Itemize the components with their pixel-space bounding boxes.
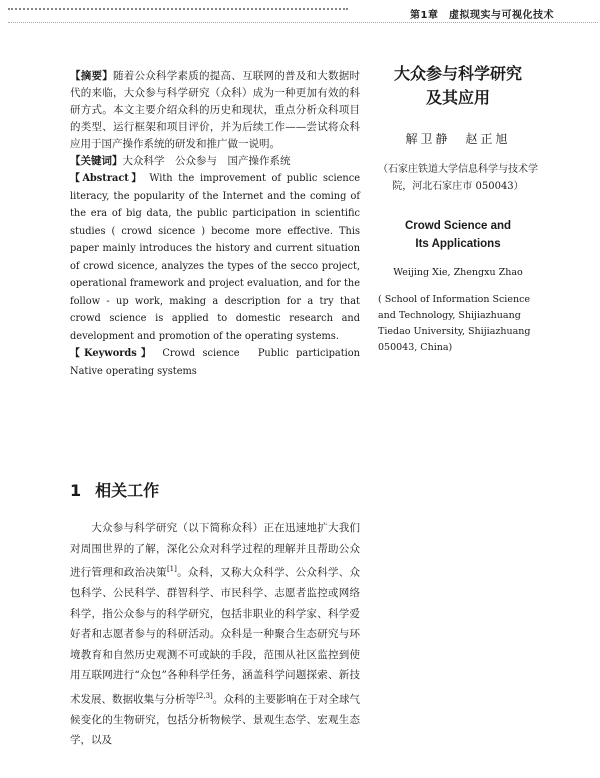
title-en-line2: Its Applications — [415, 238, 501, 250]
running-header: 第1章 虚拟现实与可视化技术 — [410, 10, 554, 21]
citation-2: [2,3] — [196, 691, 213, 700]
authors-en: Weijing Xie, Zhengxu Zhao — [393, 267, 523, 278]
title-cn-line1: 大众参与科学研究 — [393, 64, 522, 83]
authors-cn: 解卫静 赵正旭 — [405, 132, 511, 146]
section-title: 相关工作 — [95, 481, 160, 500]
keywords-en-label: 【Keywords】 — [70, 348, 156, 359]
section-heading — [70, 478, 159, 501]
affiliation-cn: （石家庄铁道大学信息科学与技术学院，河北石家庄市 050043） — [378, 164, 538, 192]
keywords-cn-label: 【关键词】 — [70, 155, 123, 167]
abstract-cn-label: 【摘要】 — [70, 70, 113, 82]
title-block — [378, 62, 538, 356]
title-cn-line2: 及其应用 — [425, 88, 490, 107]
scan-header-rule — [8, 22, 598, 27]
title-en — [378, 217, 538, 253]
title-en-line1: Crowd Science and — [404, 220, 512, 232]
body-part1: 大众参与科学研究（以下简称众科）正在迅速地扩大我们对周围世界的了解，深化公众对科学过程的理解并且帮助公众进行管理和政治决策 — [70, 522, 360, 579]
abstract-en — [70, 170, 360, 345]
keywords-en — [70, 345, 370, 380]
affiliation-en: ( School of Information Science and Technology, Shijiazhuang Tiedao University, Shijiazhuang 050043, China) — [378, 294, 531, 353]
keywords-cn — [70, 153, 360, 170]
keywords-en-text: Crowd science Public participation Native operating systems — [70, 348, 370, 377]
abstract-cn — [70, 68, 360, 153]
body-part2: 。众科，又称大众科学、公众科学、众包科学、公民科学、群智科学、市民科学、志愿者监控或网络科学，指公众参与的科学研究，包括非职业的科学家、科学爱好者和志愿者参与的科研活动。众科是一种聚合生态研究与环境教育和自然历史观测不可或缺的手段，范围从社区监控到使用互联网进行“众包”各种科学任务，涵盖科学问题探索、新技术发展、数据收集与分析等 — [70, 566, 361, 705]
scan-header-dots — [8, 8, 348, 18]
body-paragraph — [70, 518, 360, 751]
abstract-en-label: 【Abstract】 — [70, 173, 144, 184]
abstract-column — [70, 68, 370, 380]
abstract-cn-text: 随着公众科学素质的提高、互联网的普及和大数据时代的来临，大众参与科学研究（众科）成为一种更加有效的科研方式。本文主要介绍众科的历史和现状，重点分析众科项目的类型、运行框架和项目评价，并为后续工作——尝试将众科应用于国产操作系统的研发和推广做一说明。 — [70, 70, 360, 150]
citation-1: [1] — [166, 565, 177, 573]
body-part3: 。众科的主要影响在于对全球气候变化的生物研究，包括分析物候学、景观生态学、宏观生态学，以及 — [70, 693, 361, 746]
section-number: 1 — [70, 481, 82, 500]
keywords-cn-text: 大众科学 公众参与 国产操作系统 — [122, 155, 291, 167]
abstract-en-text: With the improvement of public science literacy, the popularity of the Internet and the coming of the era of big data, the public participation in scientific studies ( crowd sicence ) become more effective. This paper mainly introduces the history and current situation of crowd sicence, analyzes the types of the secco project, operational framework and project evaluation, and for the follow - up work, making a description for a try that crowd science is applied to domestic research and development and promotion of the operating systems. — [70, 173, 360, 342]
